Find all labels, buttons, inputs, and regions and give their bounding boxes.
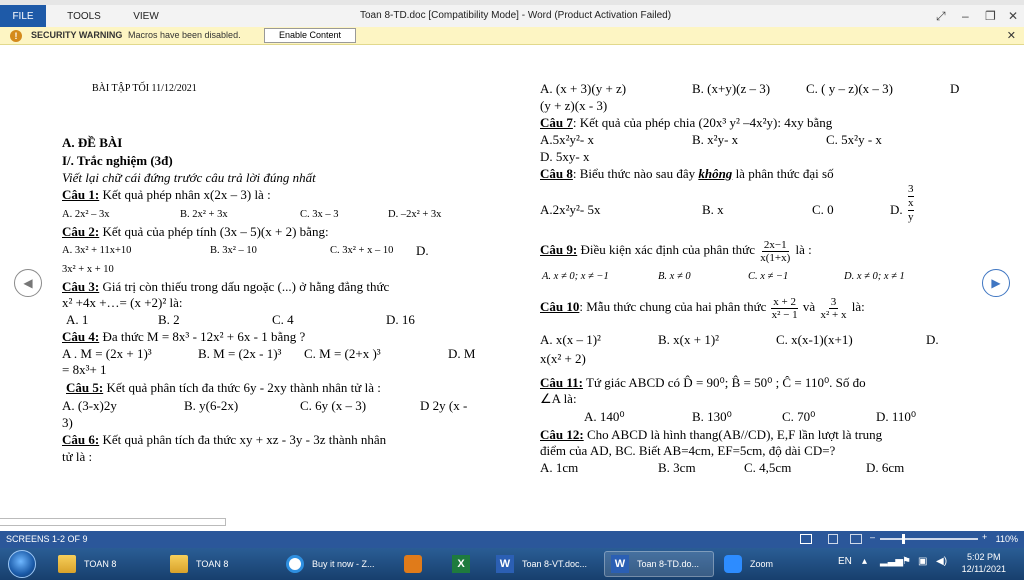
q5-d-value: 3) bbox=[62, 415, 73, 430]
q8-d-den: y bbox=[908, 211, 914, 223]
q12-text-2: điểm của AD, BC. Biết AB=4cm, EF=5cm, độ dài CD=? bbox=[540, 443, 836, 458]
q5-b: B. y(6-2x) bbox=[184, 398, 239, 413]
question-6 bbox=[62, 433, 386, 447]
menu-tools[interactable]: TOOLS bbox=[67, 10, 101, 22]
question-4 bbox=[62, 330, 305, 344]
security-warning-title: SECURITY WARNING bbox=[31, 30, 123, 40]
q3-b: B. 2 bbox=[158, 312, 180, 327]
q12-label: Câu 12: bbox=[540, 427, 584, 442]
q5-text: Kết quả phân tích đa thức 6y - 2xy thành nhân tử là : bbox=[103, 380, 381, 395]
fullscreen-icon[interactable]: ⤢ bbox=[936, 9, 946, 23]
q5-c: C. 6y (x – 3) bbox=[300, 398, 367, 413]
q4-d-value: = 8x³+ 1 bbox=[62, 362, 107, 377]
previous-screen-button[interactable]: ◀ bbox=[14, 269, 42, 297]
status-bar bbox=[0, 531, 1024, 548]
q10-d: D. bbox=[926, 332, 939, 347]
q4-c: C. M = (2+x )³ bbox=[304, 346, 381, 361]
question-7 bbox=[540, 116, 832, 130]
warning-icon: ! bbox=[10, 30, 22, 42]
q11-c: C. 70⁰ bbox=[782, 409, 816, 424]
taskbar-item-word-td[interactable] bbox=[604, 551, 714, 577]
q4-label: Câu 4: bbox=[62, 329, 100, 344]
network-icon[interactable]: ▣ bbox=[918, 556, 928, 567]
q9-fraction bbox=[758, 239, 792, 264]
q10-f1-den: x² − 1 bbox=[771, 308, 798, 321]
q2-label: Câu 2: bbox=[62, 224, 100, 239]
q12-a: A. 1cm bbox=[540, 460, 579, 475]
zoom-in-button[interactable]: + bbox=[982, 532, 988, 542]
media-player-icon bbox=[404, 555, 422, 573]
q10-label: Câu 10 bbox=[540, 299, 580, 314]
enable-content-button[interactable]: Enable Content bbox=[264, 28, 356, 43]
q10-text: : Mẫu thức chung của hai phân thức bbox=[579, 299, 767, 314]
q1-b: B. 2x² + 3x bbox=[180, 209, 228, 220]
q12-b: B. 3cm bbox=[658, 460, 696, 475]
q9-a: A. x ≠ 0; x ≠ −1 bbox=[542, 271, 609, 282]
q10-fraction-2 bbox=[818, 296, 848, 321]
web-layout-icon[interactable] bbox=[850, 534, 862, 544]
q1-text: Kết quả phép nhân x(2x – 3) là : bbox=[99, 187, 271, 202]
doc-header: BÀI TẬP TỐI 11/12/2021 bbox=[92, 83, 197, 94]
folder-icon bbox=[170, 555, 188, 573]
q10-d-value: x(x² + 2) bbox=[540, 351, 586, 366]
read-mode-icon[interactable] bbox=[800, 534, 812, 544]
q10-c: C. x(x-1)(x+1) bbox=[776, 332, 853, 347]
taskbar-item-label: TOAN 8 bbox=[196, 559, 229, 569]
q12-text: Cho ABCD là hình thang(AB//CD), E,F lần lượt là trung bbox=[583, 427, 883, 442]
q11-text: Tứ giác ABCD có D̂ = 90⁰; B̂ = 50⁰ ; Ĉ = 110⁰. Số đo bbox=[582, 375, 866, 390]
q9-text: Điều kiện xác định của phân thức bbox=[577, 242, 755, 257]
security-warning-bar bbox=[0, 27, 1024, 45]
flag-icon[interactable]: ⚑ bbox=[902, 556, 911, 567]
q9-label: Câu 9: bbox=[540, 242, 578, 257]
zoom-level[interactable]: 110% bbox=[995, 534, 1018, 544]
taskbar-item-excel[interactable] bbox=[452, 551, 474, 577]
q1-label: Câu 1: bbox=[62, 187, 100, 202]
instruction-text: Viết lại chữ cái đứng trước câu trả lời đúng nhất bbox=[62, 170, 316, 185]
section-1-title: I/. Trắc nghiệm (3đ) bbox=[62, 153, 173, 168]
taskbar-item-toan8-folder-2[interactable] bbox=[170, 551, 270, 577]
next-screen-button[interactable]: ▶ bbox=[982, 269, 1010, 297]
q9-d: D. x ≠ 0; x ≠ 1 bbox=[844, 271, 905, 282]
screens-indicator: SCREENS 1-2 OF 9 bbox=[6, 534, 88, 544]
close-icon[interactable]: ✕ bbox=[1006, 30, 1016, 42]
taskbar-item-label: TOAN 8 bbox=[84, 559, 117, 569]
q7-a: A.5x²y²- x bbox=[540, 132, 595, 147]
close-window-button[interactable]: ✕ bbox=[1008, 9, 1019, 23]
q2-d: D. bbox=[416, 243, 429, 258]
q8-a: A.2x²y²- 5x bbox=[540, 202, 601, 217]
excel-icon: X bbox=[452, 555, 470, 573]
language-indicator[interactable]: EN bbox=[838, 556, 852, 567]
question-2 bbox=[62, 225, 329, 239]
q11-text-2: ∠A là: bbox=[540, 391, 577, 406]
taskbar-item-media[interactable] bbox=[404, 551, 426, 577]
q7-text: : Kết quả của phép chia (20x³ y² –4x²y): 4xy bằng bbox=[572, 115, 833, 130]
q1-a: A. 2x² – 3x bbox=[62, 209, 110, 220]
question-12 bbox=[540, 428, 882, 442]
question-9 bbox=[540, 236, 812, 264]
word-icon: W bbox=[496, 555, 514, 573]
q9-fraction-num: 2x−1 bbox=[763, 238, 787, 251]
q11-a: A. 140⁰ bbox=[584, 409, 625, 424]
q10-fraction-1 bbox=[770, 296, 800, 321]
q6-text: Kết quả phân tích đa thức xy + xz - 3y - 3z thành nhân bbox=[99, 432, 387, 447]
q12-c: C. 4,5cm bbox=[744, 460, 792, 475]
q8-d: D. bbox=[890, 202, 903, 217]
horizontal-scrollbar[interactable] bbox=[0, 518, 226, 526]
q8-b: B. x bbox=[702, 202, 724, 217]
q5-a: A. (3-x)2y bbox=[62, 398, 117, 413]
q1-d: D. –2x² + 3x bbox=[388, 209, 442, 220]
q6-b: B. (x+y)(z – 3) bbox=[692, 81, 771, 96]
q3-d: D. 16 bbox=[386, 312, 415, 327]
q3-a: A. 1 bbox=[66, 312, 89, 327]
q6-a: A. (x + 3)(y + z) bbox=[540, 81, 627, 96]
clock-time: 5:02 PM bbox=[967, 552, 1001, 562]
taskbar-item-label: Buy it now - Z... bbox=[312, 559, 375, 569]
section-a-title: A. ĐỀ BÀI bbox=[62, 135, 123, 150]
q8-label: Câu 8 bbox=[540, 166, 573, 181]
zoom-out-button[interactable]: – bbox=[870, 532, 876, 542]
q8-d-fraction bbox=[908, 183, 914, 224]
security-warning-message: Macros have been disabled. bbox=[128, 30, 241, 40]
q10-f1-num: x + 2 bbox=[773, 295, 796, 308]
q11-b: B. 130⁰ bbox=[692, 409, 732, 424]
minimize-button[interactable]: – bbox=[962, 9, 969, 23]
signal-icon[interactable]: ▂▃▅ bbox=[880, 556, 904, 567]
q2-text: Kết quả của phép tính (3x – 5)(x + 2) bằng: bbox=[99, 224, 329, 239]
question-11 bbox=[540, 376, 866, 390]
q3-c: C. 4 bbox=[272, 312, 294, 327]
q2-a: A. 3x² + 11x+10 bbox=[62, 245, 132, 256]
question-8 bbox=[540, 167, 834, 181]
question-1 bbox=[62, 188, 271, 202]
print-layout-icon[interactable] bbox=[828, 534, 838, 544]
q10-and: và bbox=[799, 299, 819, 314]
q3-text-2: x² +4x +…= (x +2)² là: bbox=[62, 295, 183, 310]
volume-icon[interactable]: ◀) bbox=[936, 556, 948, 567]
q10-tail: là: bbox=[848, 299, 865, 314]
folder-icon bbox=[58, 555, 76, 573]
q12-d: D. 6cm bbox=[866, 460, 905, 475]
q2-c: C. 3x² + x – 10 bbox=[330, 245, 394, 256]
q3-text: Giá trị còn thiếu trong dấu ngoặc (...) ở hằng đẳng thức bbox=[99, 279, 390, 294]
question-3 bbox=[62, 280, 389, 294]
question-10 bbox=[540, 292, 865, 322]
q7-b: B. x²y- x bbox=[692, 132, 739, 147]
q8-keyword: không bbox=[698, 166, 733, 181]
q2-d-value: 3x² + x + 10 bbox=[62, 264, 114, 275]
taskbar-item-zoom[interactable] bbox=[724, 551, 804, 577]
q2-b: B. 3x² – 10 bbox=[210, 245, 257, 256]
taskbar-item-label: Zoom bbox=[750, 559, 774, 569]
q7-label: Câu 7 bbox=[540, 115, 573, 130]
q7-d: D. 5xy- x bbox=[540, 149, 590, 164]
q4-text: Đa thức M = 8x³ - 12x² + 6x - 1 bằng ? bbox=[99, 329, 306, 344]
q10-a: A. x(x – 1)² bbox=[540, 332, 601, 347]
restore-button[interactable]: ❐ bbox=[985, 9, 996, 23]
q8-d-num: 3 bbox=[908, 183, 914, 195]
menu-file[interactable]: FILE bbox=[0, 5, 46, 27]
taskbar-item-label: Toan 8-VT.doc... bbox=[522, 559, 588, 569]
q11-label: Câu 11: bbox=[540, 375, 583, 390]
q10-f2-num: 3 bbox=[830, 295, 837, 308]
q1-c: C. 3x – 3 bbox=[300, 209, 339, 220]
q4-d: D. M bbox=[448, 346, 476, 361]
q9-tail: là : bbox=[792, 242, 812, 257]
word-icon: W bbox=[611, 555, 629, 573]
q9-fraction-den: x(1+x) bbox=[760, 251, 791, 264]
q10-b: B. x(x + 1)² bbox=[658, 332, 720, 347]
q6-d-value: (y + z)(x - 3) bbox=[540, 98, 608, 113]
q8-text-1: : Biểu thức nào sau đây bbox=[572, 166, 699, 181]
q8-text-2: là phân thức đại số bbox=[732, 166, 834, 181]
window-title: Toan 8-TD.doc [Compatibility Mode] - Word (Product Activation Failed) bbox=[360, 10, 672, 21]
menu-view[interactable]: VIEW bbox=[133, 10, 159, 22]
taskbar-item-word-vt[interactable] bbox=[496, 551, 600, 577]
zoom-slider[interactable] bbox=[880, 538, 978, 540]
q7-c: C. 5x²y - x bbox=[826, 132, 882, 147]
q11-d: D. 110⁰ bbox=[876, 409, 917, 424]
q6-label: Câu 6: bbox=[62, 432, 100, 447]
q3-label: Câu 3: bbox=[62, 279, 100, 294]
q9-b: B. x ≠ 0 bbox=[658, 271, 691, 282]
taskbar-item-toan8-folder-1[interactable] bbox=[58, 551, 158, 577]
q10-f2-den: x² + x bbox=[820, 308, 847, 321]
tray-expand-icon[interactable]: ▴ bbox=[862, 556, 868, 567]
q8-d-mid: x bbox=[908, 197, 914, 209]
q5-label: Câu 5: bbox=[66, 380, 104, 395]
q9-c: C. x ≠ −1 bbox=[748, 271, 789, 282]
zoom-slider-thumb[interactable] bbox=[902, 534, 905, 544]
q4-a: A . M = (2x + 1)³ bbox=[62, 346, 152, 361]
q4-b: B. M = (2x - 1)³ bbox=[198, 346, 282, 361]
taskbar-item-browser[interactable] bbox=[286, 551, 390, 577]
clock-date: 12/11/2021 bbox=[961, 564, 1006, 574]
q6-c: C. ( y – z)(x – 3) bbox=[806, 81, 894, 96]
question-5 bbox=[66, 381, 381, 395]
q6-d: D bbox=[950, 81, 960, 96]
q5-d: D 2y (x - bbox=[420, 398, 468, 413]
zoom-icon bbox=[724, 555, 742, 573]
q8-c: C. 0 bbox=[812, 202, 834, 217]
start-button[interactable] bbox=[8, 550, 36, 578]
document-page bbox=[0, 46, 1024, 526]
system-clock[interactable] bbox=[962, 551, 1006, 575]
internet-explorer-icon bbox=[286, 555, 304, 573]
title-bar bbox=[0, 0, 1024, 27]
taskbar-item-label: Toan 8-TD.do... bbox=[637, 559, 700, 569]
taskbar bbox=[0, 548, 1024, 580]
q6-text-2: tử là : bbox=[62, 449, 93, 464]
